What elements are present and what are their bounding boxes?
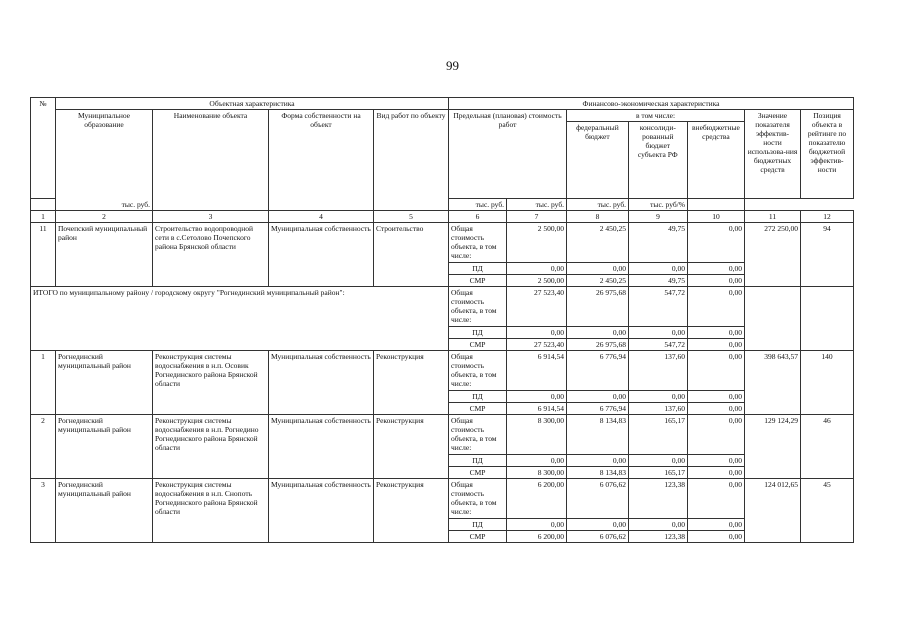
header-row-groups [31, 98, 854, 110]
row-value: 165,17 [629, 415, 688, 455]
row-value: 0,00 [629, 391, 688, 403]
row-value: 0,00 [688, 403, 745, 415]
row-cost-label: СМР [449, 403, 507, 415]
row-municipality: Почепский муниципальный район [56, 223, 153, 287]
header-row-columns [31, 110, 854, 199]
row-value: 6 076,62 [567, 479, 629, 519]
itogo-cost-label: ПД [449, 327, 507, 339]
header-finance-characteristic: Финансово-экономическая характеристика [449, 98, 854, 110]
itogo-value: 26 975,68 [567, 287, 629, 327]
row-work-type: Строительство [374, 223, 449, 287]
row-value: 0,00 [507, 519, 567, 531]
header-extrabudget: внебюджетные средства [692, 123, 740, 141]
unit-max-cost: тыс. руб. [31, 199, 153, 211]
row-value: 137,60 [629, 403, 688, 415]
itogo-efficiency-empty [745, 287, 801, 351]
itogo-value: 547,72 [629, 339, 688, 351]
row-value: 0,00 [688, 467, 745, 479]
unit-federal: тыс. руб. [449, 199, 507, 211]
row-value: 0,00 [507, 263, 567, 275]
header-consolidated: консолиди-рованный бюджет субъекта РФ [629, 122, 688, 198]
row-cost-label: СМР [449, 275, 507, 287]
itogo-cost-label: СМР [449, 339, 507, 351]
unit-consolidated: тыс. руб. [507, 199, 567, 211]
row-number: 11 [31, 223, 56, 287]
header-including-sub [567, 122, 744, 198]
row-object-name: Реконструкция системы водоснабжения в н.п. Осовик Рогнединского района Брянской области [153, 351, 269, 415]
unit-efficiency: тыс. руб/% [629, 199, 688, 211]
row-value: 49,75 [629, 223, 688, 263]
row-efficiency: 129 124,29 [745, 415, 801, 479]
row-value: 8 134,83 [567, 467, 629, 479]
row-object-name: Строительство водопроводной сети в с.Сетолово Почепского района Брянской области [153, 223, 269, 287]
row-value: 0,00 [688, 519, 745, 531]
row-number: 1 [31, 351, 56, 415]
row-value: 2 500,00 [507, 223, 567, 263]
row-value: 2 450,25 [567, 275, 629, 287]
column-number: 6 [449, 211, 507, 223]
row-value: 0,00 [629, 519, 688, 531]
header-max-cost: Предельная (плановая) стоимость работ [449, 110, 567, 199]
row-position: 46 [801, 415, 854, 479]
row-work-type: Реконструкция [374, 415, 449, 479]
row-value: 0,00 [688, 479, 745, 519]
row-value: 123,38 [629, 531, 688, 543]
row-value: 0,00 [567, 263, 629, 275]
row-work-type: Реконструкция [374, 351, 449, 415]
column-number: 5 [374, 211, 449, 223]
column-number: 2 [56, 211, 153, 223]
row-value: 137,60 [629, 351, 688, 391]
row-work-type: Реконструкция [374, 479, 449, 543]
itogo-row-total [31, 287, 854, 327]
row-efficiency: 398 643,57 [745, 351, 801, 415]
row-cost-label: ПД [449, 263, 507, 275]
row-number: 3 [31, 479, 56, 543]
row-efficiency: 272 250,00 [745, 223, 801, 287]
row-value: 6 200,00 [507, 531, 567, 543]
unit-extrabudget: тыс. руб. [567, 199, 629, 211]
row-cost-label: Общая стоимость объекта, в том числе: [449, 351, 507, 391]
row-value: 6 776,94 [567, 351, 629, 391]
row-cost-label: СМР [449, 531, 507, 543]
itogo-position-empty [801, 287, 854, 351]
itogo-value: 26 975,68 [567, 339, 629, 351]
column-number-row [31, 211, 854, 223]
itogo-value: 0,00 [688, 339, 745, 351]
header-efficiency: Значение показателя эффектив-ности использова-ния бюджетных средств [745, 110, 801, 199]
row-value: 0,00 [688, 455, 745, 467]
column-number: 10 [688, 211, 745, 223]
itogo-value: 27 523,40 [507, 287, 567, 327]
row-value: 0,00 [688, 223, 745, 263]
itogo-cost-label: Общая стоимость объекта, в том числе: [449, 287, 507, 327]
row-ownership: Муниципальная собственность [269, 223, 374, 287]
object-row-total [31, 479, 854, 519]
row-value: 6 076,62 [567, 531, 629, 543]
row-value: 2 450,25 [567, 223, 629, 263]
row-value: 0,00 [688, 351, 745, 391]
header-municipality: Муниципальное образование [56, 110, 153, 211]
itogo-value: 27 523,40 [507, 339, 567, 351]
header-position: Позиция объекта в рейтинге по показателю бюджетной эффектив-ности [801, 110, 854, 199]
row-value: 0,00 [688, 275, 745, 287]
row-value: 0,00 [567, 391, 629, 403]
row-efficiency: 124 012,65 [745, 479, 801, 543]
column-number: 7 [507, 211, 567, 223]
row-cost-label: Общая стоимость объекта, в том числе: [449, 415, 507, 455]
row-value: 2 500,00 [507, 275, 567, 287]
itogo-value: 0,00 [507, 327, 567, 339]
itogo-label: ИТОГО по муниципальному району / городскому округу "Рогнединский муниципальный район": [31, 287, 449, 351]
itogo-value: 0,00 [567, 327, 629, 339]
row-value: 49,75 [629, 275, 688, 287]
column-number: 11 [745, 211, 801, 223]
row-value: 0,00 [567, 519, 629, 531]
row-value: 8 134,83 [567, 415, 629, 455]
object-row-total [31, 223, 854, 263]
row-position: 45 [801, 479, 854, 543]
itogo-value: 0,00 [688, 287, 745, 327]
row-municipality: Рогнединский муниципальный район [56, 415, 153, 479]
row-cost-label: Общая стоимость объекта, в том числе: [449, 223, 507, 263]
row-value: 6 914,54 [507, 403, 567, 415]
column-number: 1 [31, 211, 56, 223]
header-num: № [31, 98, 56, 199]
column-number: 12 [801, 211, 854, 223]
header-including: в том числе: [567, 110, 744, 122]
row-cost-label: ПД [449, 519, 507, 531]
row-municipality: Рогнединский муниципальный район [56, 479, 153, 543]
row-cost-label: СМР [449, 467, 507, 479]
row-value: 165,17 [629, 467, 688, 479]
row-value: 8 300,00 [507, 467, 567, 479]
row-value: 0,00 [629, 455, 688, 467]
row-ownership: Муниципальная собственность [269, 415, 374, 479]
unit-position [688, 199, 745, 211]
column-number: 3 [153, 211, 269, 223]
row-cost-label: Общая стоимость объекта, в том числе: [449, 479, 507, 519]
row-value: 0,00 [688, 531, 745, 543]
row-value: 6 914,54 [507, 351, 567, 391]
row-object-name: Реконструкция системы водоснабжения в н.п. Снопоть Рогнединского района Брянской области [153, 479, 269, 543]
row-number: 2 [31, 415, 56, 479]
row-ownership: Муниципальная собственность [269, 351, 374, 415]
itogo-value: 0,00 [629, 327, 688, 339]
header-ownership: Форма собственности на объект [269, 110, 374, 211]
finance-table [30, 97, 854, 543]
header-federal: федеральный бюджет [567, 122, 629, 198]
row-cost-label: ПД [449, 391, 507, 403]
row-municipality: Рогнединский муниципальный район [56, 351, 153, 415]
row-value: 8 300,00 [507, 415, 567, 455]
row-value: 123,38 [629, 479, 688, 519]
row-value: 0,00 [629, 263, 688, 275]
itogo-value: 547,72 [629, 287, 688, 327]
row-cost-label: ПД [449, 455, 507, 467]
row-position: 140 [801, 351, 854, 415]
itogo-value: 0,00 [688, 327, 745, 339]
row-object-name: Реконструкция системы водоснабжения в н.п. Рогнедино Рогнединского района Брянской области [153, 415, 269, 479]
header-object-name: Наименование объекта [153, 110, 269, 211]
column-number: 4 [269, 211, 374, 223]
row-value: 0,00 [507, 391, 567, 403]
header-work-type: Вид работ по объекту [374, 110, 449, 211]
row-position: 94 [801, 223, 854, 287]
row-value: 6 200,00 [507, 479, 567, 519]
column-number: 9 [629, 211, 688, 223]
page-number: 99 [446, 58, 459, 73]
row-value: 0,00 [688, 263, 745, 275]
object-row-total [31, 415, 854, 455]
row-value: 0,00 [507, 455, 567, 467]
row-ownership: Муниципальная собственность [269, 479, 374, 543]
row-value: 0,00 [567, 455, 629, 467]
header-object-characteristic: Объектная характеристика [56, 98, 449, 110]
column-number: 8 [567, 211, 629, 223]
row-value: 6 776,94 [567, 403, 629, 415]
object-row-total [31, 351, 854, 391]
header-including-group [567, 110, 745, 199]
row-value: 0,00 [688, 415, 745, 455]
row-value: 0,00 [688, 391, 745, 403]
